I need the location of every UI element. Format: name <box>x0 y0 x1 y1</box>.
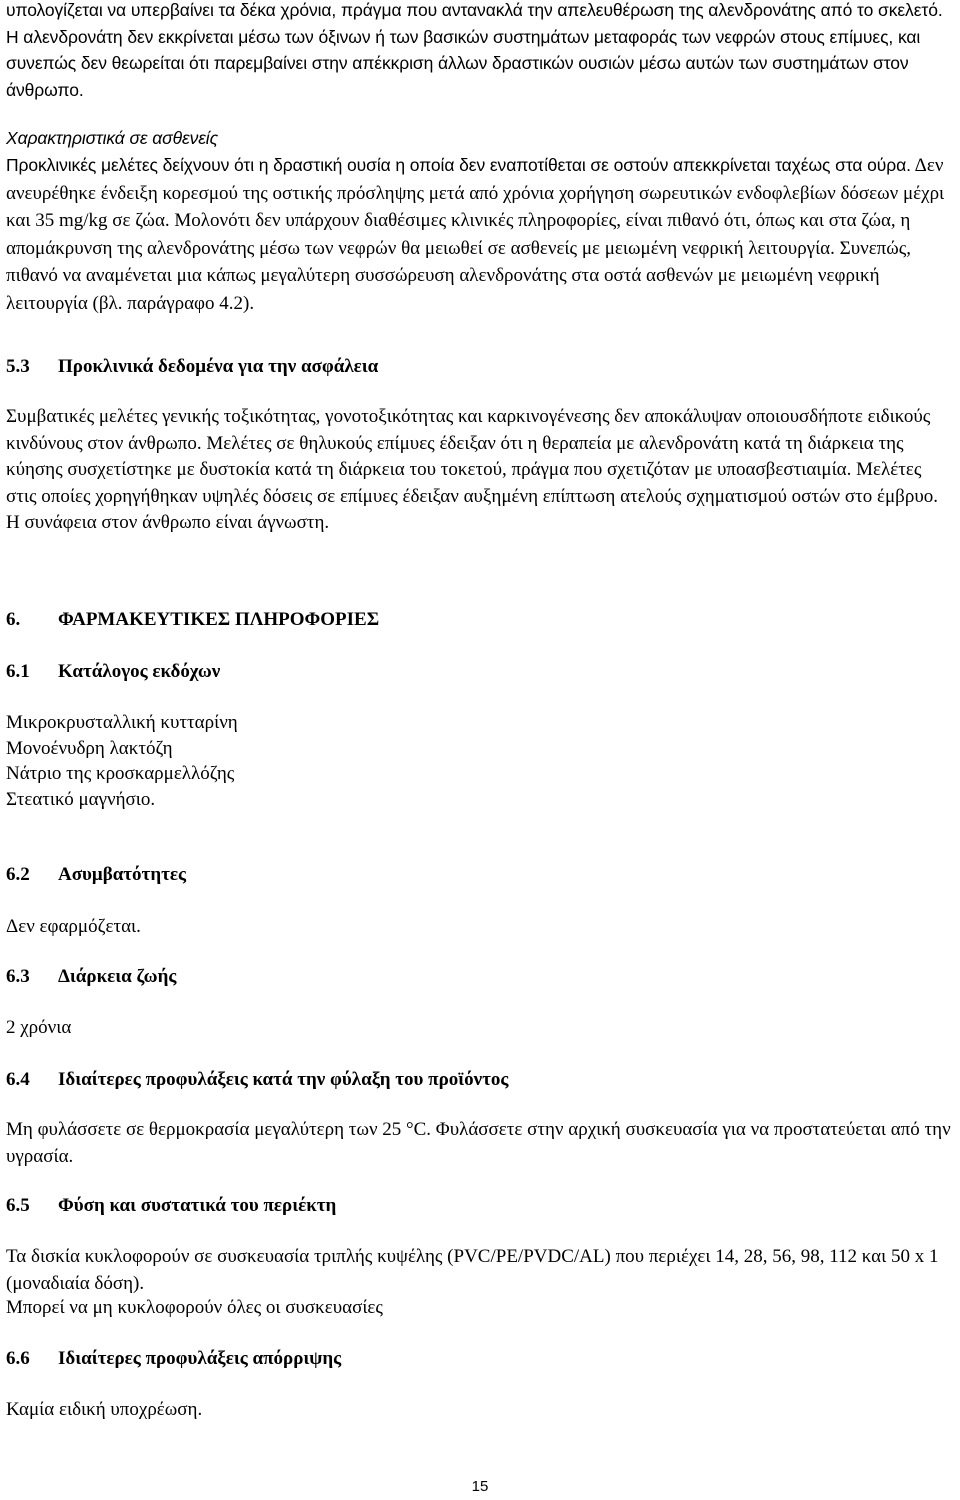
section-6-4-heading <box>6 1067 508 1093</box>
section-title: ΦΑΡΜΑΚΕΥΤΙΚΕΣ ΠΛΗΡΟΦΟΡΙΕΣ <box>58 609 380 630</box>
section-6-2-text: Δεν εφαρμόζεται. <box>6 916 141 937</box>
section-6-1-heading <box>6 659 220 685</box>
excipient-item: Στεατικό μαγνήσιο. <box>6 789 156 810</box>
section-6-4-text: Μη φυλάσσετε σε θερμοκρασία μεγαλύτερη των 25 °C. Φυλάσσετε στην αρχική συσκευασία για να προστατεύεται από την υγρασία. <box>6 1119 951 1167</box>
section-5-3-heading <box>6 354 378 380</box>
excipient-item: Μονοένυδρη λακτόζη <box>6 738 173 759</box>
section-number: 5.3 <box>6 356 30 377</box>
section-number: 6.6 <box>6 1348 30 1369</box>
patients-text-serif: Δεν ανευρέθηκε ένδειξη κορεσμού της οστικής πρόσληψης μετά από χρόνια χορήγηση σωρευτικών ενδοφλεβίων δόσεων μέχρι και 35 mg/kg σε ζώα. Μολονότι δεν υπάρχουν διαθέσιμες κλινικές πληροφορίες, είναι πιθανό ότι, όπως και στα ζώα, η απομάκρυνση της αλενδρονάτης μέσω των νεφρών θα μειωθεί σε ασθενείς με μειωμένη νεφρική λειτουργία. Συνεπώς, πιθανό να αναμένεται μια κάπως μεγαλύτερη συσσώρευση αλενδρονάτης στα οστά ασθενών με μειωμένη νεφρική λειτουργία (βλ. παράγραφο 4.2). <box>6 155 945 314</box>
section-title: Διάρκεια ζωής <box>58 966 177 987</box>
section-title: Κατάλογος εκδόχων <box>58 661 221 682</box>
section-5-3-text: Συμβατικές μελέτες γενικής τοξικότητας, γονοτοξικότητας και καρκινογένεσης δεν αποκάλυψαν οποιουσδήποτε ειδικούς κινδύνους στον άνθρωπο. Μελέτες σε θηλυκούς επίμυες έδειξαν ότι η θεραπεία με αλενδρονάτη κατά τη διάρκεια της κύησης συσχετίστηκε με δυστοκία κατά τη διάρκεια του τοκετού, πράγμα που σχετιζόταν με υποασβεστιαιμία. Μελέτες στις οποίες χορηγήθηκαν υψηλές δόσεις σε επίμυες έδειξαν αυξημένη επίπτωση ατελούς σχηματισμού οστών στο έμβρυο. Η συνάφεια στον άνθρωπο είναι άγνωστη. <box>6 406 938 533</box>
section-number: 6.1 <box>6 661 30 682</box>
excipient-item: Νάτριο της κροσκαρμελλόζης <box>6 763 235 784</box>
section-number: 6.2 <box>6 864 30 885</box>
section-6-5-text: Τα δισκία κυκλοφορούν σε συσκευασία τριπλής κυψέλης (PVC/PE/PVDC/AL) που περιέχει 14, 28, 56, 98, 112 και 50 x 1 (μοναδιαία δόση). <box>6 1246 939 1294</box>
section-number: 6.5 <box>6 1195 30 1216</box>
excipient-item: Μικροκρυσταλλική κυτταρίνη <box>6 712 238 733</box>
section-6-5-heading <box>6 1193 336 1219</box>
section-6-5-note: Μπορεί να μη κυκλοφορούν όλες οι συσκευασίες <box>6 1297 383 1318</box>
patients-paragraph <box>6 152 956 318</box>
section-number: 6.3 <box>6 966 30 987</box>
page-number: 15 <box>471 1478 489 1495</box>
section-title: Προκλινικά δεδομένα για την ασφάλεια <box>58 356 379 377</box>
section-title: Ιδιαίτερες προφυλάξεις απόρριψης <box>58 1348 342 1369</box>
section-title: Ασυμβατότητες <box>58 864 186 885</box>
section-6-6-text: Καμία ειδική υποχρέωση. <box>6 1399 203 1420</box>
patients-text-sans: Προκλινικές μελέτες δείχνουν ότι η δραστική ουσία η οποία δεν εναποτίθεται σε οστούν απεκκρίνεται ταχέως στα ούρα. <box>6 155 911 175</box>
section-6-heading <box>6 607 379 633</box>
section-6-3-heading <box>6 964 176 990</box>
section-6-6-heading <box>6 1346 341 1372</box>
patients-subheading: Χαρακτηριστικά σε ασθενείς <box>6 128 219 148</box>
section-6-3-text: 2 χρόνια <box>6 1017 72 1038</box>
section-6-2-heading <box>6 862 186 888</box>
section-title: Ιδιαίτερες προφυλάξεις κατά την φύλαξη του προϊόντος <box>58 1069 509 1090</box>
section-number: 6.4 <box>6 1069 30 1090</box>
intro-paragraph: υπολογίζεται να υπερβαίνει τα δέκα χρόνια, πράγμα που αντανακλά την απελευθέρωση της αλενδρονάτης από το σκελετό. Η αλενδρονάτη δεν εκκρίνεται μέσω των όξινων ή των βασικών συστημάτων μεταφοράς των νεφρών στους επίμυες, και συνεπώς δεν θεωρείται ότι παρεμβαίνει στην απέκκριση άλλων δραστικών ουσιών μέσω αυτών των συστημάτων στον άνθρωπο. <box>6 0 943 100</box>
section-title: Φύση και συστατικά του περιέκτη <box>58 1195 337 1216</box>
section-number: 6. <box>6 609 21 630</box>
